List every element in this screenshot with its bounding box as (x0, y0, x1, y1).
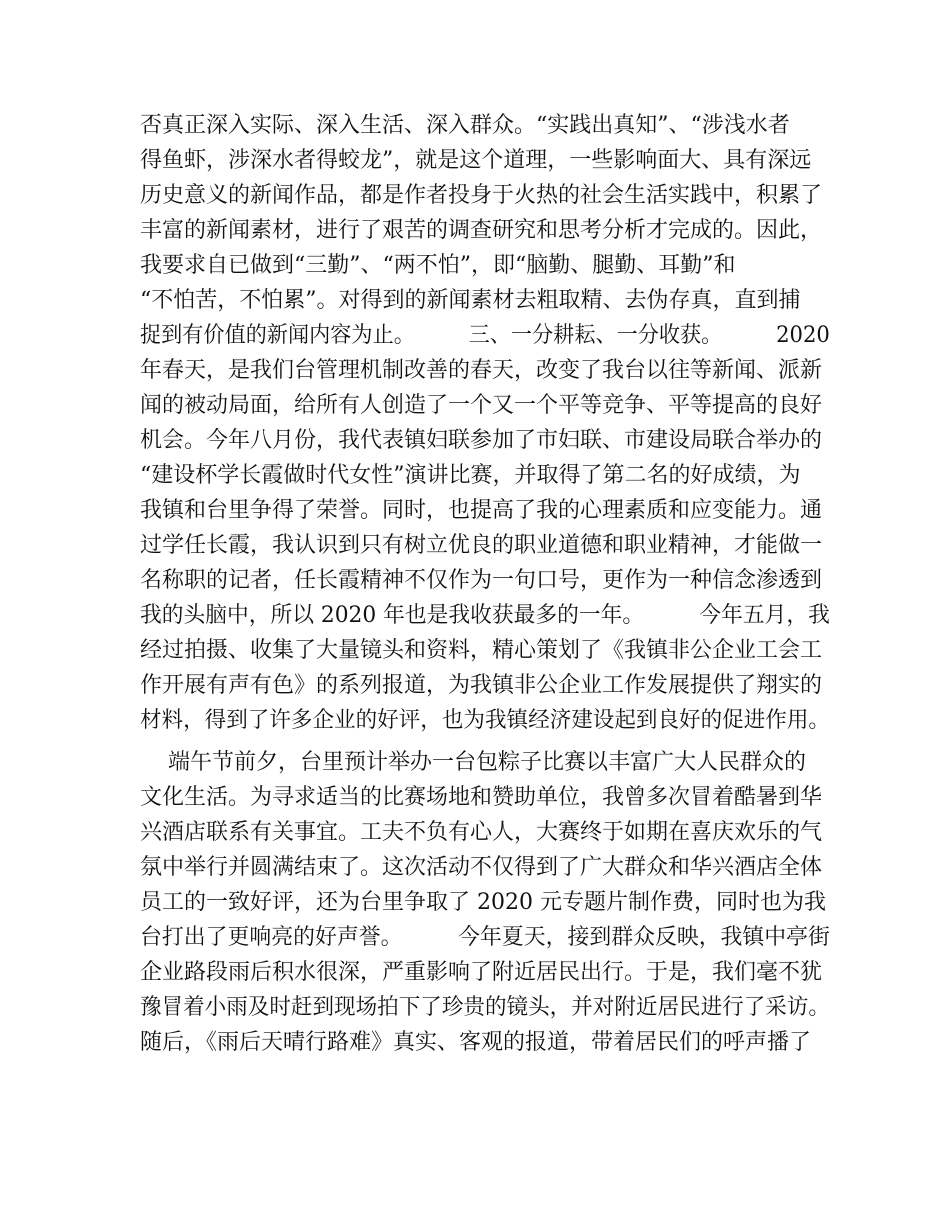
text-line: 文化生活。为寻求适当的比赛场地和赞助单位，我曾多次冒着酷暑到华 (140, 785, 823, 810)
text-line: 企业路段雨后积水很深，严重影响了附近居民出行。于是，我们毫不犹 (140, 960, 823, 985)
text-line: 年春天，是我们台管理机制改善的春天，改变了我台以往等新闻、派新 (140, 358, 823, 383)
text-line: 我要求自已做到“三勤”、“两不怕”，即“脑勤、腿勤、耳勤”和 (140, 253, 736, 278)
text-line: 我镇和台里争得了荣誉。同时，也提高了我的心理素质和应变能力。通 (140, 498, 823, 523)
text-line: 氛中举行并圆满结束了。这次活动不仅得到了广大群众和华兴酒店全体 (140, 855, 823, 880)
text-line: 作开展有声有色》的系列报道，为我镇非公企业工作发展提供了翔实的 (140, 673, 823, 698)
text-line: 机会。今年八月份，我代表镇妇联参加了市妇联、市建设局联合举办的 (140, 428, 823, 453)
text-line: 员工的一致好评，还为台里争取了 2020 元专题片制作费，同时也为我 (140, 890, 826, 915)
text-line: 丰富的新闻素材，进行了艰苦的调查研究和思考分析才完成的。因此， (140, 218, 823, 243)
text-line: 端午节前夕，台里预计举办一台包粽子比赛以丰富广大人民群众的 (140, 750, 806, 775)
text-line: 我的头脑中，所以 2020 年也是我收获最多的一年。 今年五月，我 (140, 603, 830, 628)
text-line: 台打出了更响亮的好声誉。 今年夏天，接到群众反映，我镇中亭街 (140, 925, 830, 950)
text-line: “建设杯学长霞做时代女性”演讲比赛，并取得了第二名的好成绩，为 (140, 463, 801, 488)
text-line: 历史意义的新闻作品，都是作者投身于火热的社会生活实践中，积累了 (140, 183, 823, 208)
text-line: 得鱼虾，涉深水者得蛟龙”，就是这个道理，一些影响面大、具有深远 (140, 148, 812, 173)
text-line: 捉到有价值的新闻内容为止。 三、一分耕耘、一分收获。 2020 (140, 323, 830, 348)
text-line: 闻的被动局面，给所有人创造了一个又一个平等竞争、平等提高的良好 (140, 393, 823, 418)
text-line: 经过拍摄、收集了大量镜头和资料，精心策划了《我镇非公企业工会工 (140, 638, 823, 663)
text-line: 豫冒着小雨及时赶到现场拍下了珍贵的镜头，并对附近居民进行了采访。 (140, 995, 831, 1020)
text-line: 名称职的记者，任长霞精神不仅作为一句口号，更作为一种信念渗透到 (140, 568, 823, 593)
text-line: 材料，得到了许多企业的好评，也为我镇经济建设起到良好的促进作用。 (140, 708, 831, 733)
text-line: 随后，《雨后天晴行路难》真实、客观的报道，带着居民们的呼声播了 (140, 1030, 812, 1055)
text-line: “不怕苦，不怕累”。对得到的新闻素材去粗取精、去伪存真，直到捕 (140, 288, 801, 313)
text-line: 过学任长霞，我认识到只有树立优良的职业道德和职业精神，才能做一 (140, 533, 823, 558)
text-line: 否真正深入实际、深入生活、深入群众。“实践出真知”、“涉浅水者 (140, 113, 790, 138)
text-line: 兴酒店联系有关事宜。工夫不负有心人，大赛终于如期在喜庆欢乐的气 (140, 820, 823, 845)
